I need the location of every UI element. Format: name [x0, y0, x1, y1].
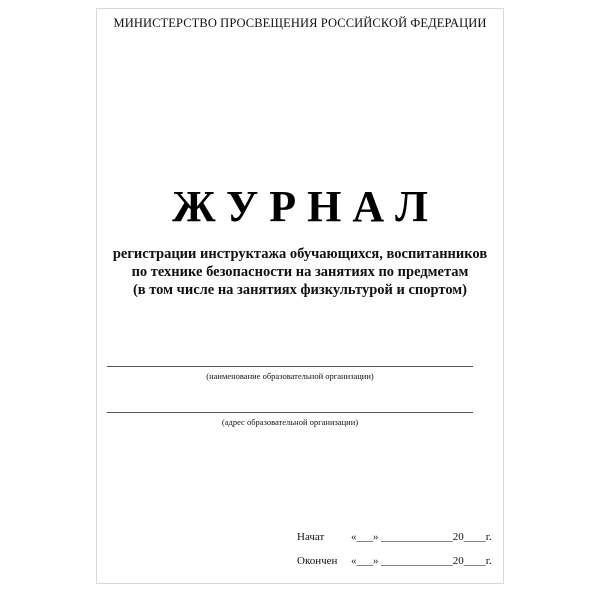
organization-address-caption: (адрес образовательной организации)	[221, 417, 359, 427]
start-date-label: Начат	[297, 531, 325, 543]
subtitle-line-2: по технике безопасности на занятиях по предметам	[131, 264, 469, 280]
start-date-row	[297, 531, 492, 543]
organization-name-caption: (наименование образовательной организации)	[206, 371, 374, 381]
journal-subtitle	[97, 245, 503, 299]
start-date-value: «___» _____________20____г.	[351, 531, 492, 543]
subtitle-line-3: (в том числе на занятиях физкультурой и спортом)	[132, 282, 468, 298]
organization-address-line	[107, 412, 473, 413]
end-date-label: Окончен	[297, 555, 338, 567]
subtitle-line-1: регистрации инструктажа обучающихся, воспитанников	[112, 246, 488, 262]
organization-name-line	[107, 366, 473, 367]
end-date-row	[297, 555, 492, 567]
journal-title: ЖУРНАЛ	[172, 182, 439, 231]
journal-cover	[96, 8, 504, 584]
ministry-header: МИНИСТЕРСТВО ПРОСВЕЩЕНИЯ РОССИЙСКОЙ ФЕДЕРАЦИИ	[113, 16, 487, 30]
end-date-value: «___» _____________20____г.	[351, 555, 492, 567]
